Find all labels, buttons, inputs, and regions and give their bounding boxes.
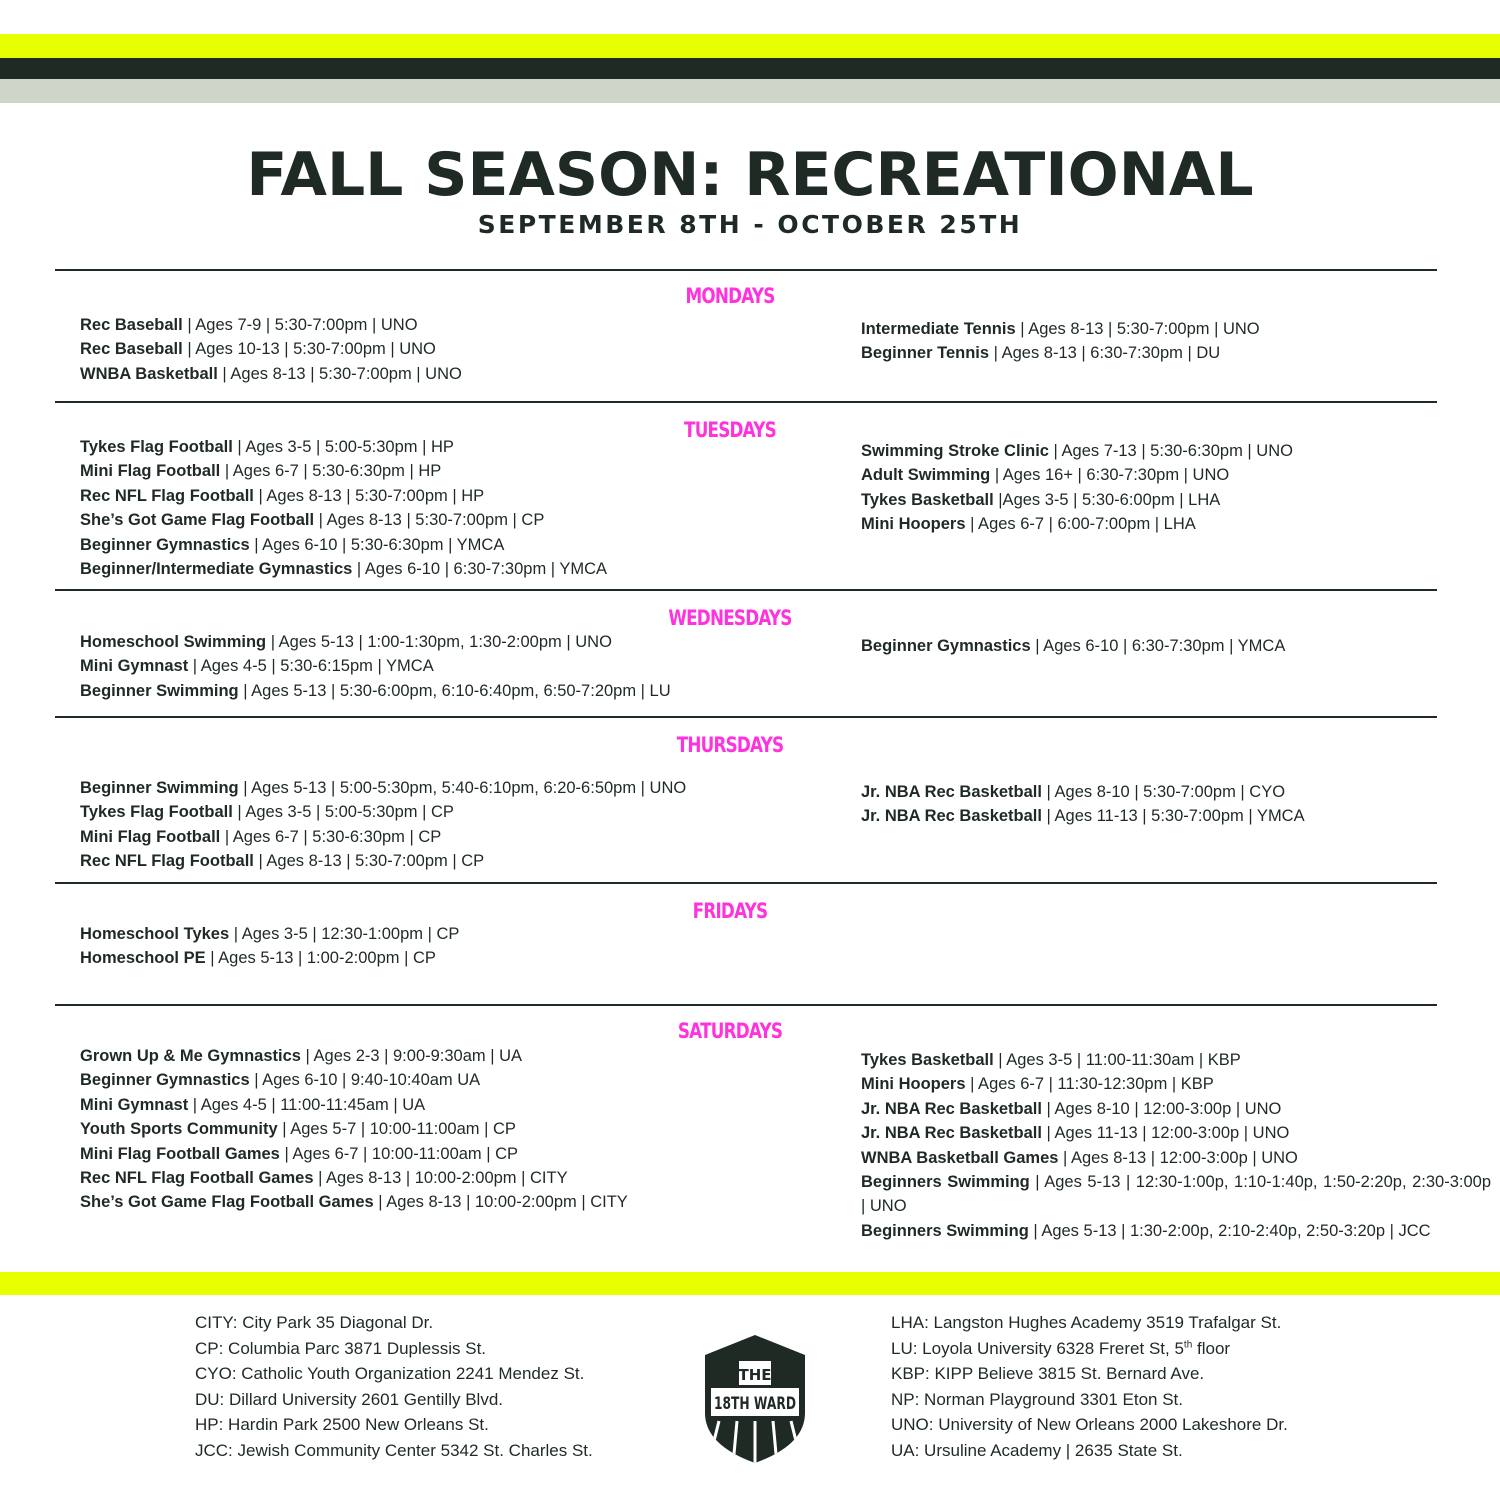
program-name: Homeschool Swimming (80, 633, 267, 651)
schedule-item (80, 533, 840, 557)
program-details: | Ages 8-13 | 10:00-2:00pm | CITY (313, 1169, 568, 1188)
program-details: | Ages 6-10 | 9:40-10:40am UA (249, 1071, 481, 1090)
program-details: | Ages 3-5 | 5:00-5:30pm | HP (232, 438, 454, 456)
legend-item: CP: Columbia Parc 3871 Duplessis St. (195, 1338, 487, 1358)
schedule-item (80, 800, 840, 824)
legend-text-suffix: floor (1192, 1338, 1231, 1358)
divider (55, 589, 1437, 591)
program-details: | Ages 8-13 | 5:30-7:00pm | CP (314, 511, 545, 530)
program-name: Mini Gymnast (80, 657, 189, 676)
schedule-list (80, 922, 840, 971)
program-details: | Ages 5-13 | 5:00-5:30pm, 5:40-6:10pm, 6:20-6:50pm | UNO (238, 779, 687, 797)
schedule-item (861, 1072, 1491, 1096)
program-name: Jr. NBA Rec Basketball (861, 1099, 1042, 1118)
legend-item (891, 1438, 1288, 1464)
program-details: | Ages 11-13 | 5:30-7:00pm | YMCA (1041, 807, 1305, 826)
schedule-item (80, 484, 840, 508)
program-name: Beginners Swimming (861, 1173, 1030, 1192)
program-details: | Ages 4-5 | 11:00-11:45am | UA (188, 1095, 426, 1114)
schedule-item (861, 804, 1491, 828)
schedule-item (80, 362, 840, 386)
legend-item: HP: Hardin Park 2500 New Orleans St. (195, 1415, 489, 1434)
program-details: | Ages 4-5 | 5:30-6:15pm | YMCA (188, 657, 434, 676)
program-name: Jr. NBA Rec Basketball (861, 783, 1042, 801)
schedule-item (861, 317, 1491, 341)
schedule-item (80, 1190, 840, 1214)
program-name: Homeschool Tykes (80, 925, 230, 943)
program-details: | Ages 6-10 | 6:30-7:30pm | YMCA (1030, 637, 1286, 655)
legend-text: LU: Loyola University 6328 Freret St, 5 (891, 1338, 1184, 1358)
header-stripe-dark (0, 58, 1500, 79)
schedule-list (861, 439, 1491, 537)
schedule-item (861, 439, 1491, 463)
program-details: | Ages 6-7 | 5:30-6:30pm | CP (220, 827, 442, 846)
program-name: Rec NFL Flag Football (80, 486, 254, 505)
program-name: Mini Gymnast (80, 1095, 189, 1114)
program-details: | Ages 5-13 | 1:00-1:30pm, 1:30-2:00pm | UNO (266, 633, 612, 651)
schedule-item (80, 313, 840, 337)
schedule-item (861, 1146, 1491, 1170)
program-name: Youth Sports Community (80, 1120, 278, 1139)
logo-line1: THE (738, 1366, 772, 1384)
program-name: Beginner Swimming (80, 779, 239, 797)
schedule-list (861, 634, 1491, 658)
schedule-item (80, 337, 840, 361)
location-legend-left (195, 1310, 593, 1463)
schedule-list (861, 317, 1491, 366)
schedule-item (861, 341, 1491, 365)
schedule-list (80, 1044, 840, 1215)
legend-item: JCC: Jewish Community Center 5342 St. Charles St. (195, 1440, 593, 1460)
program-details: | Ages 8-13 | 6:30-7:30pm | DU (989, 344, 1221, 363)
schedule-item (80, 849, 840, 873)
program-details: | Ages 5-7 | 10:00-11:00am | CP (277, 1120, 516, 1139)
legend-superscript: th (1183, 1338, 1193, 1350)
program-name: Tykes Basketball (861, 490, 994, 509)
schedule-item (80, 435, 840, 459)
program-name: Tykes Basketball (861, 1051, 994, 1069)
program-details: | Ages 11-13 | 12:00-3:00p | UNO (1041, 1124, 1290, 1143)
schedule-list (861, 1048, 1491, 1243)
program-name: Beginner Swimming (80, 681, 239, 700)
program-name: Mini Hoopers (861, 1075, 966, 1094)
day-heading-wednesdays: WEDNESDAYS (668, 606, 792, 630)
program-details: | Ages 8-13 | 5:30-7:00pm | CP (253, 852, 485, 871)
legend-item (891, 1387, 1288, 1413)
legend-item (891, 1310, 1288, 1336)
program-details: | Ages 8-13 | 5:30-7:00pm | UNO (217, 364, 462, 383)
basketball-shield-logo-icon (703, 1333, 807, 1465)
schedule-item (80, 557, 840, 581)
divider (55, 1004, 1437, 1006)
page-subtitle: SEPTEMBER 8TH - OCTOBER 25TH (477, 210, 1023, 239)
schedule-item (80, 1068, 840, 1092)
schedule-item (80, 922, 840, 946)
program-name: Jr. NBA Rec Basketball (861, 1124, 1042, 1143)
legend-text: UNO: University of New Orleans 2000 Lakeshore Dr. (891, 1415, 1288, 1434)
schedule-item (861, 463, 1491, 487)
day-heading-mondays: MONDAYS (685, 284, 775, 308)
schedule-item (861, 1121, 1491, 1145)
program-details: | Ages 10-13 | 5:30-7:00pm | UNO (182, 340, 436, 359)
program-details: | Ages 6-7 | 11:30-12:30pm | KBP (965, 1075, 1214, 1094)
program-name: WNBA Basketball Games (861, 1148, 1059, 1167)
divider (55, 882, 1437, 884)
footer-stripe-yellow (0, 1272, 1500, 1295)
divider (55, 269, 1437, 271)
program-name: Mini Hoopers (861, 515, 966, 534)
schedule-item (80, 1093, 840, 1117)
schedule-item (861, 1170, 1491, 1219)
header-stripe-yellow (0, 34, 1500, 58)
program-name: Swimming Stroke Clinic (861, 442, 1049, 460)
program-details: | Ages 5-13 | 12:30-1:00p, 1:10-1:40p, 1:50-2:20p, 2:30-3:00p | UNO (861, 1173, 1491, 1216)
program-details: | Ages 16+ | 6:30-7:30pm | UNO (990, 466, 1230, 485)
program-name: She’s Got Game Flag Football Games (80, 1193, 374, 1212)
program-details: | Ages 6-10 | 5:30-6:30pm | YMCA (249, 535, 505, 554)
program-details: | Ages 3-5 | 12:30-1:00pm | CP (229, 925, 460, 943)
logo-line2: 18TH WARD (714, 1394, 796, 1414)
program-name: She’s Got Game Flag Football (80, 511, 315, 530)
program-name: Beginner/Intermediate Gymnastics (80, 560, 353, 579)
schedule-item (80, 946, 840, 970)
program-name: Grown Up & Me Gymnastics (80, 1047, 301, 1065)
program-details: | Ages 8-13 | 10:00-2:00pm | CITY (373, 1193, 628, 1212)
schedule-item (861, 1048, 1491, 1072)
schedule-item (80, 825, 840, 849)
program-name: Adult Swimming (861, 466, 991, 485)
schedule-list (80, 313, 840, 386)
program-details: | Ages 8-13 | 5:30-7:00pm | UNO (1015, 320, 1260, 338)
program-details: | Ages 8-10 | 5:30-7:00pm | CYO (1041, 783, 1286, 801)
schedule-item (861, 1219, 1491, 1243)
program-details: | Ages 8-10 | 12:00-3:00p | UNO (1041, 1099, 1282, 1118)
program-name: Tykes Flag Football (80, 803, 233, 822)
legend-item (891, 1336, 1288, 1362)
program-details: | Ages 6-10 | 6:30-7:30pm | YMCA (352, 560, 608, 579)
divider (55, 401, 1437, 403)
legend-item: CYO: Catholic Youth Organization 2241 Mendez St. (195, 1364, 585, 1383)
schedule-item (80, 1142, 840, 1166)
schedule-item (861, 634, 1491, 658)
program-details: | Ages 6-7 | 10:00-11:00am | CP (279, 1144, 519, 1163)
program-name: Rec NFL Flag Football (80, 852, 254, 871)
program-details: | Ages 2-3 | 9:00-9:30am | UA (300, 1047, 523, 1065)
legend-item: CITY: City Park 35 Diagonal Dr. (195, 1313, 434, 1332)
schedule-list (80, 630, 840, 703)
program-details: | Ages 3-5 | 5:00-5:30pm | CP (232, 803, 454, 822)
program-name: Homeschool PE (80, 949, 206, 968)
legend-text: KBP: KIPP Believe 3815 St. Bernard Ave. (891, 1364, 1205, 1383)
header-stripe-grey (0, 79, 1500, 103)
schedule-item (861, 780, 1491, 804)
program-details: | Ages 7-13 | 5:30-6:30pm | UNO (1048, 442, 1293, 460)
program-name: Rec NFL Flag Football Games (80, 1169, 314, 1188)
program-name: Mini Flag Football Games (80, 1144, 280, 1163)
program-details: | Ages 5-13 | 5:30-6:00pm, 6:10-6:40pm, 6:50-7:20pm | LU (238, 681, 671, 700)
day-heading-thursdays: THURSDAYS (676, 733, 784, 757)
program-details: | Ages 8-13 | 12:00-3:00p | UNO (1058, 1148, 1298, 1167)
page-title: FALL SEASON: RECREATIONAL (246, 140, 1254, 210)
schedule-item (80, 654, 840, 678)
schedule-item (80, 1166, 840, 1190)
day-heading-fridays: FRIDAYS (692, 899, 768, 923)
program-details: | Ages 7-9 | 5:30-7:00pm | UNO (182, 316, 418, 334)
program-name: Rec Baseball (80, 316, 183, 334)
schedule-item (80, 1117, 840, 1141)
program-details: |Ages 3-5 | 5:30-6:00pm | LHA (993, 490, 1221, 509)
program-details: | Ages 3-5 | 11:00-11:30am | KBP (993, 1051, 1241, 1069)
legend-item: DU: Dillard University 2601 Gentilly Blvd. (195, 1389, 503, 1409)
legend-item (891, 1412, 1288, 1438)
program-name: Mini Flag Football (80, 827, 221, 846)
program-name: Beginner Gymnastics (80, 1071, 250, 1090)
schedule-list (80, 435, 840, 581)
program-name: Beginner Tennis (861, 344, 990, 363)
schedule-item (80, 679, 840, 703)
program-name: Beginners Swimming (861, 1221, 1029, 1240)
program-name: Rec Baseball (80, 340, 183, 359)
program-name: Jr. NBA Rec Basketball (861, 807, 1042, 826)
schedule-item (861, 1097, 1491, 1121)
location-legend-right (891, 1310, 1288, 1463)
schedule-item (861, 488, 1491, 512)
program-details: | Ages 6-7 | 6:00-7:00pm | LHA (965, 515, 1196, 534)
legend-text: LHA: Langston Hughes Academy 3519 Trafalgar St. (891, 1313, 1282, 1332)
program-details: | Ages 5-13 | 1:30-2:00p, 2:10-2:40p, 2:50-3:20p | JCC (1028, 1221, 1431, 1240)
schedule-item (80, 508, 840, 532)
program-details: | Ages 8-13 | 5:30-7:00pm | HP (253, 486, 485, 505)
program-details: | Ages 5-13 | 1:00-2:00pm | CP (205, 949, 436, 968)
day-heading-saturdays: SATURDAYS (677, 1019, 783, 1043)
schedule-item (80, 630, 840, 654)
schedule-item (80, 459, 840, 483)
legend-text: NP: Norman Playground 3301 Eton St. (891, 1389, 1183, 1409)
program-details: | Ages 6-7 | 5:30-6:30pm | HP (220, 462, 442, 481)
program-name: Beginner Gymnastics (80, 535, 250, 554)
program-name: Tykes Flag Football (80, 438, 233, 456)
legend-item (891, 1361, 1288, 1387)
program-name: Intermediate Tennis (861, 320, 1016, 338)
schedule-list (861, 780, 1491, 829)
schedule-item (80, 1044, 840, 1068)
program-name: WNBA Basketball (80, 364, 218, 383)
legend-text: UA: Ursuline Academy | 2635 State St. (891, 1440, 1183, 1460)
schedule-item (861, 512, 1491, 536)
day-heading-tuesdays: TUESDAYS (684, 418, 776, 442)
divider (55, 716, 1437, 718)
program-name: Mini Flag Football (80, 462, 221, 481)
schedule-list (80, 776, 840, 874)
schedule-item (80, 776, 840, 800)
program-name: Beginner Gymnastics (861, 637, 1031, 655)
